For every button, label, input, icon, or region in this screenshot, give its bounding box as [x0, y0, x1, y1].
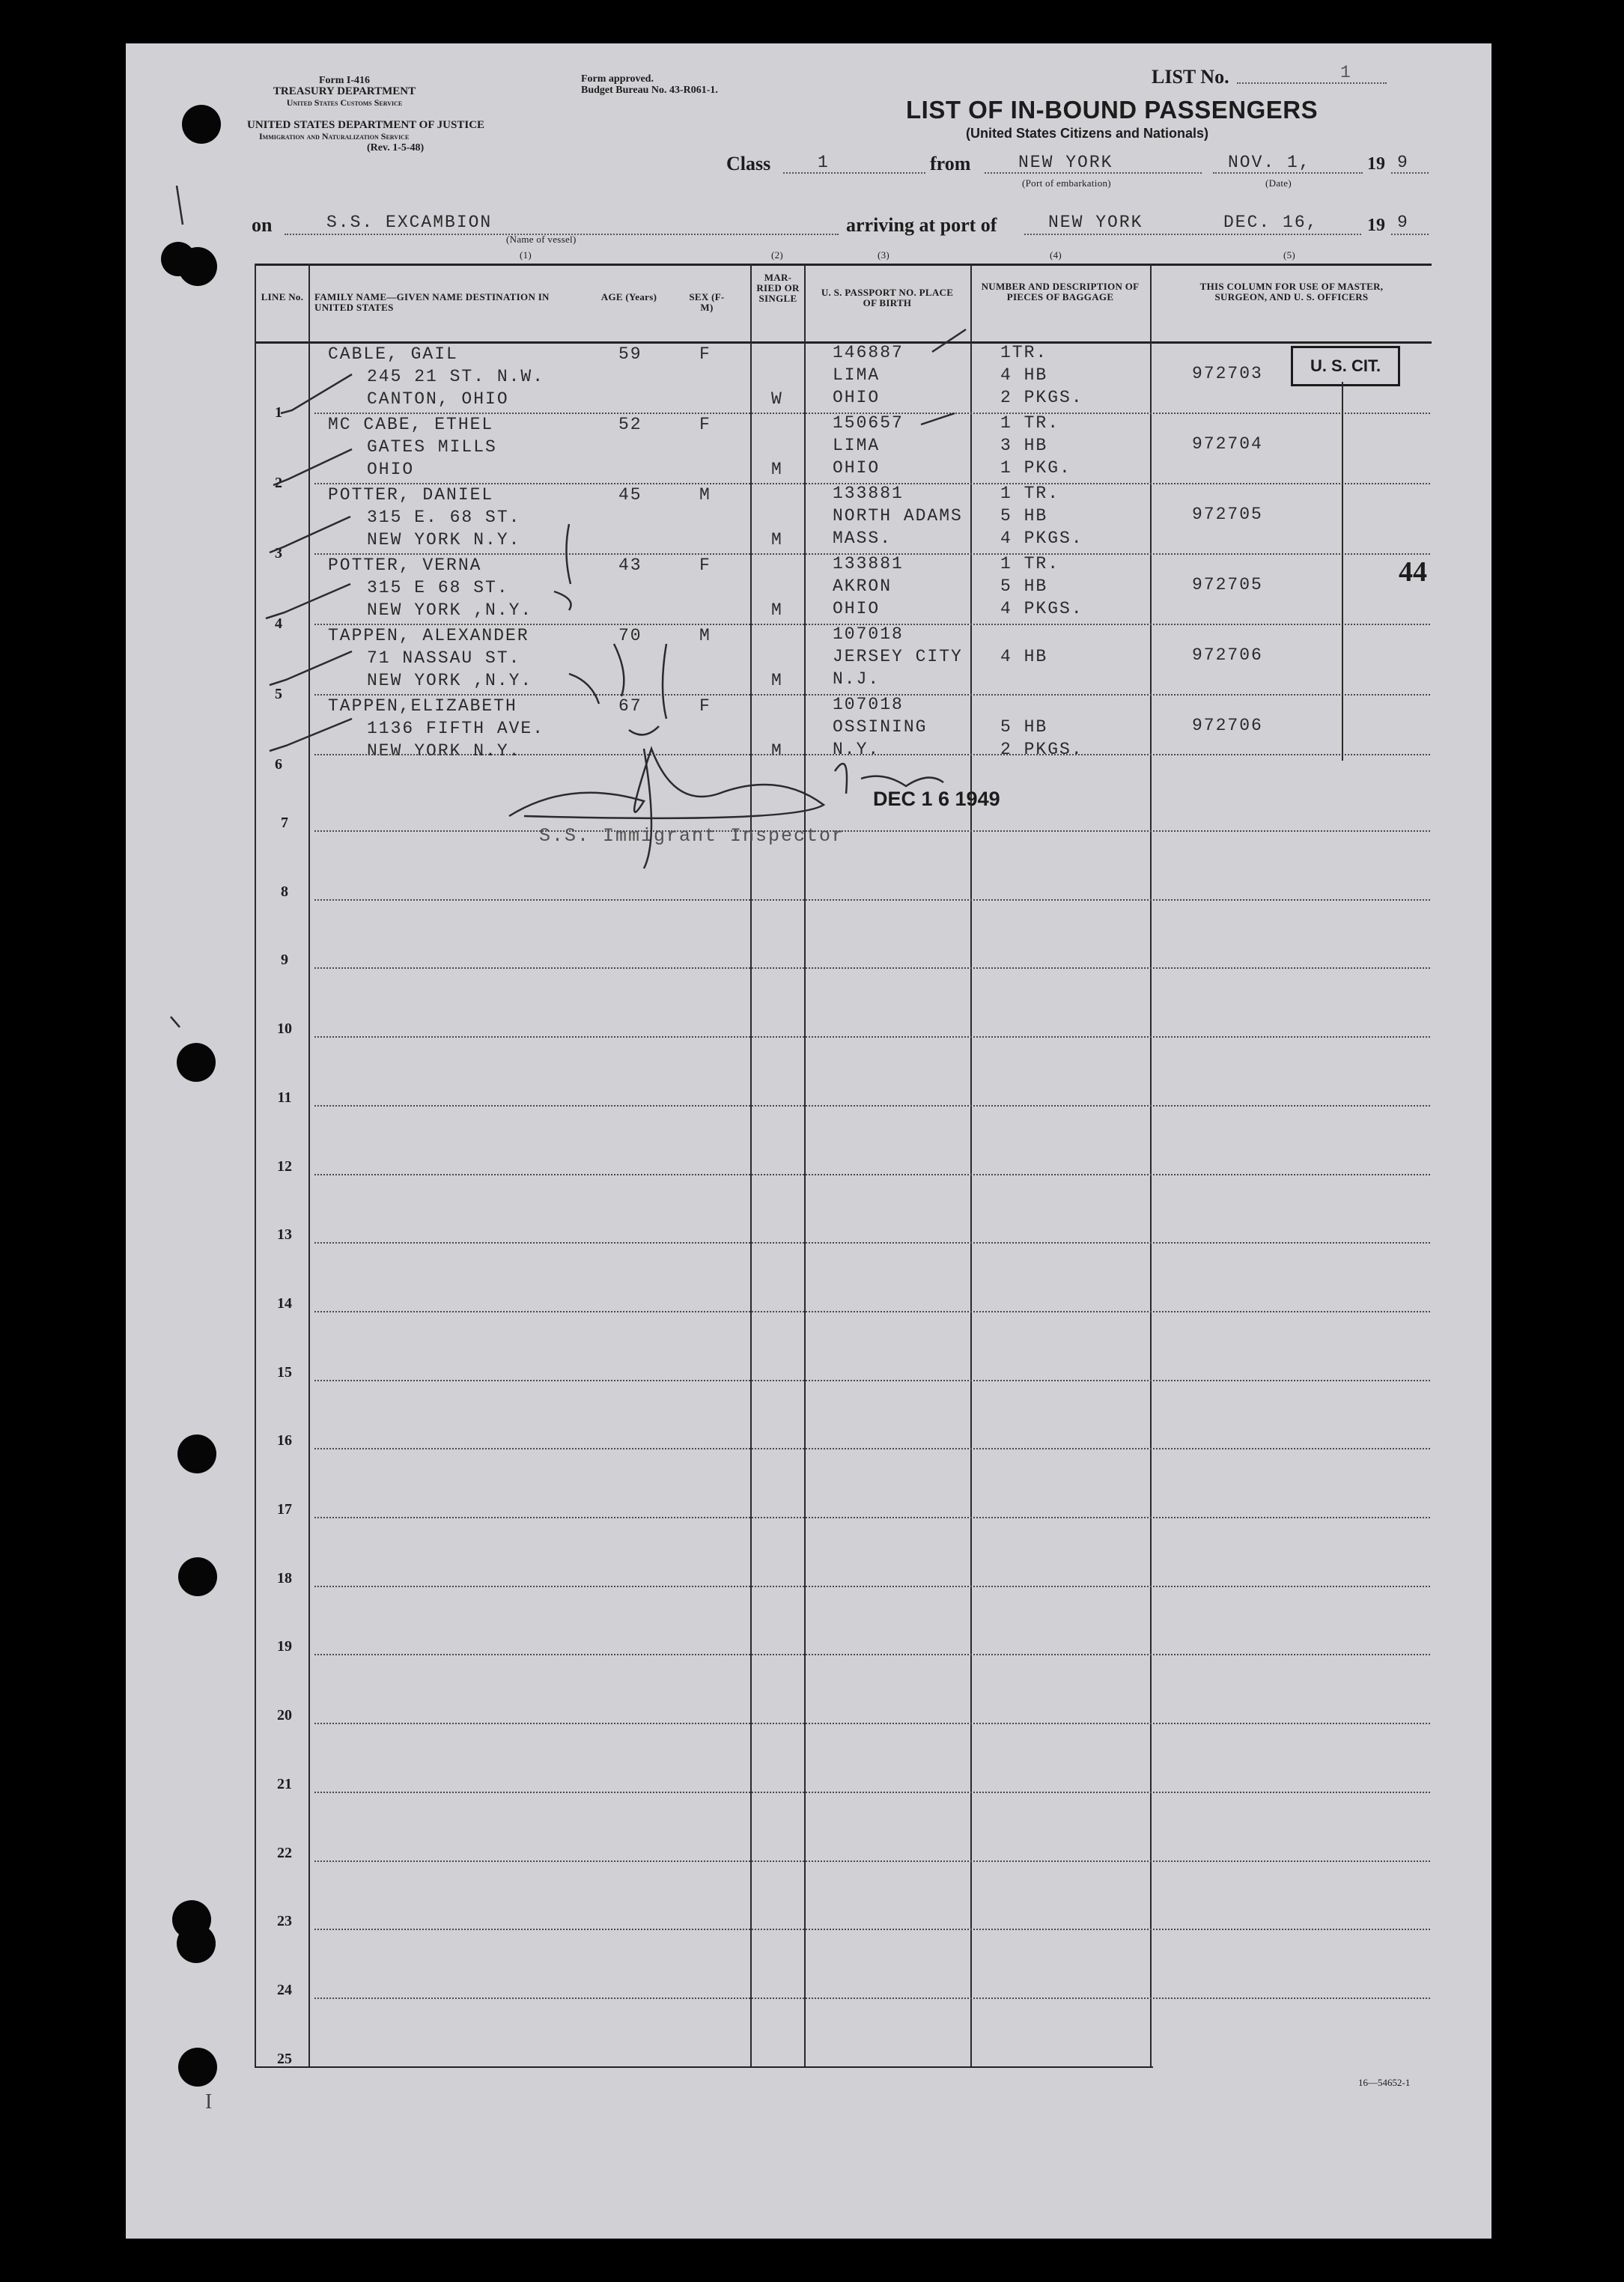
address-line-1: 245 21 ST. N.W.	[367, 367, 545, 386]
check-mark	[273, 449, 352, 485]
address-line-2: NEW YORK N.Y.	[367, 741, 521, 761]
ins-service: Immigration and Naturalization Service	[259, 131, 410, 142]
year-prefix: 19	[1367, 154, 1385, 174]
line-number: 4	[275, 615, 282, 632]
line-number: 16	[277, 1432, 292, 1449]
marital-status: M	[771, 600, 783, 620]
line-number: 20	[277, 1707, 292, 1724]
birth-state: OHIO	[833, 599, 881, 618]
check-mark	[266, 584, 350, 618]
line-number: 24	[277, 1981, 292, 1998]
address-line-2: NEW YORK ,N.Y.	[367, 600, 533, 620]
family-name: POTTER, DANIEL	[328, 485, 494, 505]
address-line-1: 71 NASSAU ST.	[367, 648, 521, 668]
line-number: 5	[275, 686, 282, 702]
line-number: 23	[277, 1913, 292, 1930]
header-passport: U. S. PASSPORT NO. PLACE OF BIRTH	[821, 287, 954, 308]
from-label: from	[930, 153, 971, 174]
address-line-2: CANTON, OHIO	[367, 389, 509, 409]
birth-state: MASS.	[833, 529, 892, 548]
marital-status: M	[771, 530, 783, 550]
arrival-year-suffix: 9	[1397, 213, 1409, 232]
form-approved: Form approved.	[581, 73, 654, 85]
baggage-trunk: 1 TR.	[1000, 554, 1060, 573]
line-number: 12	[277, 1157, 292, 1175]
line-number: 8	[281, 883, 288, 900]
passport-dash	[932, 329, 966, 352]
list-no-value: 1	[1340, 63, 1352, 82]
vessel-name: S.S. EXCAMBION	[326, 213, 493, 232]
line-number: 10	[277, 1020, 292, 1038]
address-line-2: OHIO	[367, 460, 415, 479]
line-number: 17	[277, 1501, 292, 1518]
marital-status: M	[771, 460, 783, 479]
passport-number: 133881	[833, 484, 904, 503]
line-number: 7	[281, 815, 288, 831]
passport-number: 146887	[833, 343, 904, 362]
birth-place: JERSEY CITY	[833, 647, 963, 666]
on-label: on	[252, 214, 273, 236]
address-line-1: 1136 FIFTH AVE.	[367, 719, 545, 738]
address-line-2: NEW YORK ,N.Y.	[367, 671, 533, 690]
marital-status: W	[771, 389, 783, 409]
passport-dash	[921, 413, 955, 425]
baggage-packages: 2 PKGS.	[1000, 388, 1083, 407]
check-mark	[270, 517, 350, 553]
corner-mark: I	[205, 2090, 213, 2114]
line-number: 15	[277, 1363, 292, 1381]
class-value: 1	[818, 153, 830, 172]
family-name: TAPPEN,ELIZABETH	[328, 696, 517, 716]
header-baggage: NUMBER AND DESCRIPTION OF PIECES OF BAGGAGE	[981, 281, 1140, 302]
header-name: FAMILY NAME—GIVEN NAME DESTINATION IN UNITED STATES	[314, 291, 550, 313]
birth-state: N.J.	[833, 669, 881, 689]
line-number: 21	[277, 1775, 292, 1792]
line-number: 6	[275, 756, 282, 773]
age: 45	[618, 485, 642, 505]
line-number: 14	[277, 1294, 292, 1312]
sex: M	[699, 485, 711, 505]
officer-number: 972705	[1192, 575, 1263, 594]
line-number: 13	[277, 1226, 292, 1244]
line-number: 25	[277, 2050, 292, 2067]
age: 59	[618, 344, 642, 364]
col-number: (3)	[878, 249, 890, 261]
col-number: (5)	[1283, 249, 1296, 261]
header-officers: THIS COLUMN FOR USE OF MASTER, SURGEON, AND U. S. OFFICERS	[1199, 281, 1384, 302]
inspector-signature	[509, 749, 824, 868]
from-value: NEW YORK	[1018, 153, 1113, 172]
family-bracket	[554, 524, 571, 610]
budget-bureau: Budget Bureau No. 43-R061-1.	[581, 85, 718, 96]
customs-service: United States Customs Service	[286, 97, 403, 108]
passport-number: 133881	[833, 554, 904, 573]
col-number: (4)	[1050, 249, 1062, 261]
list-no-label: LIST No.	[1152, 66, 1229, 88]
page-subtitle: (United States Citizens and Nationals)	[966, 126, 1209, 141]
family-bracket	[569, 644, 624, 704]
header-married: MAR- RIED OR SINGLE	[756, 272, 800, 304]
vessel-caption: (Name of vessel)	[506, 234, 577, 245]
baggage-handbag: 5 HB	[1000, 717, 1048, 737]
officer-number: 972705	[1192, 505, 1263, 524]
baggage-packages: 1 PKG.	[1000, 458, 1071, 478]
baggage-handbag: 5 HB	[1000, 576, 1048, 596]
passport-number: 107018	[833, 695, 904, 714]
marital-status: M	[771, 741, 783, 761]
baggage-handbag: 5 HB	[1000, 506, 1048, 526]
treasury-dept: TREASURY DEPARTMENT	[273, 85, 416, 97]
birth-place: LIMA	[833, 436, 881, 455]
baggage-trunk: 1 TR.	[1000, 413, 1060, 433]
baggage-handbag: 3 HB	[1000, 436, 1048, 455]
officer-number: 972706	[1192, 645, 1263, 665]
birth-place: NORTH ADAMS	[833, 506, 963, 526]
sex: F	[699, 696, 711, 716]
birth-place: OSSINING	[833, 717, 928, 737]
birth-state: OHIO	[833, 458, 881, 478]
passport-number: 107018	[833, 624, 904, 644]
baggage-handbag: 4 HB	[1000, 647, 1048, 666]
inspector-label: S.S. Immigrant Inspector	[539, 825, 845, 847]
officer-number: 972706	[1192, 716, 1263, 735]
address-line-1: GATES MILLS	[367, 437, 497, 457]
baggage-trunk: 1 TR.	[1000, 484, 1060, 503]
baggage-trunk: 1TR.	[1000, 343, 1048, 362]
age: 70	[618, 626, 642, 645]
officer-number: 972703	[1192, 364, 1263, 383]
check-mark	[270, 651, 352, 685]
line-number: 18	[277, 1569, 292, 1586]
justice-dept: UNITED STATES DEPARTMENT OF JUSTICE	[247, 119, 485, 131]
port-caption: (Port of embarkation)	[1022, 177, 1111, 189]
birth-state: N.Y.	[833, 740, 881, 759]
print-code: 16—54652-1	[1358, 2077, 1411, 2088]
baggage-packages: 4 PKGS.	[1000, 529, 1083, 548]
family-name: POTTER, VERNA	[328, 556, 482, 575]
date-stamp: DEC 1 6 1949	[873, 788, 1000, 810]
col-number: (1)	[520, 249, 532, 261]
birth-place: LIMA	[833, 365, 881, 385]
age: 52	[618, 415, 642, 434]
baggage-packages: 4 PKGS.	[1000, 599, 1083, 618]
date-from: NOV. 1,	[1228, 153, 1311, 172]
sex: F	[699, 556, 711, 575]
arriving-label: arriving at port of	[846, 214, 997, 236]
page-title: LIST OF IN-BOUND PASSENGERS	[906, 96, 1319, 124]
sex: F	[699, 415, 711, 434]
revision: (Rev. 1-5-48)	[367, 142, 425, 153]
arrival-year-prefix: 19	[1367, 216, 1385, 235]
header-line-no: LINE No.	[261, 291, 304, 302]
col-number: (2)	[771, 249, 784, 261]
sex: F	[699, 344, 711, 364]
line-number: 11	[277, 1089, 292, 1106]
age: 67	[618, 696, 642, 716]
edge-mark	[177, 186, 183, 225]
line-number: 3	[275, 545, 282, 562]
year-suffix: 9	[1397, 153, 1409, 172]
check-mark	[281, 374, 352, 413]
header-sex: SEX (F-M)	[689, 291, 725, 313]
arrival-date: DEC. 16,	[1223, 213, 1319, 232]
address-line-2: NEW YORK N.Y.	[367, 530, 521, 550]
line-number: 19	[277, 1638, 292, 1655]
age: 43	[618, 556, 642, 575]
check-mark	[270, 719, 352, 751]
officer-number: 972704	[1192, 434, 1263, 454]
family-name: MC CABE, ETHEL	[328, 415, 494, 434]
us-cit-stamp: U. S. CIT.	[1291, 346, 1400, 386]
baggage-handbag: 4 HB	[1000, 365, 1048, 385]
sex: M	[699, 626, 711, 645]
birth-place: AKRON	[833, 576, 892, 596]
address-line-1: 315 E. 68 ST.	[367, 508, 521, 527]
date-caption: (Date)	[1265, 177, 1292, 189]
family-name: TAPPEN, ALEXANDER	[328, 626, 529, 645]
birth-state: OHIO	[833, 388, 881, 407]
count-mark: 44	[1399, 556, 1427, 588]
family-bracket	[629, 644, 666, 734]
address-line-1: 315 E 68 ST.	[367, 578, 509, 597]
passport-number: 150657	[833, 413, 904, 433]
header-age: AGE (Years)	[600, 291, 657, 302]
marital-status: M	[771, 671, 783, 690]
initials	[835, 764, 943, 794]
class-label: Class	[726, 153, 771, 174]
edge-mark	[171, 1017, 180, 1027]
baggage-packages: 2 PKGS.	[1000, 740, 1083, 759]
arrival-port: NEW YORK	[1048, 213, 1143, 232]
line-number: 22	[277, 1844, 292, 1861]
family-name: CABLE, GAIL	[328, 344, 458, 364]
line-number: 1	[275, 404, 282, 421]
line-number: 9	[281, 952, 288, 969]
line-number: 2	[275, 475, 282, 491]
form-number: Form I-416	[318, 75, 371, 86]
